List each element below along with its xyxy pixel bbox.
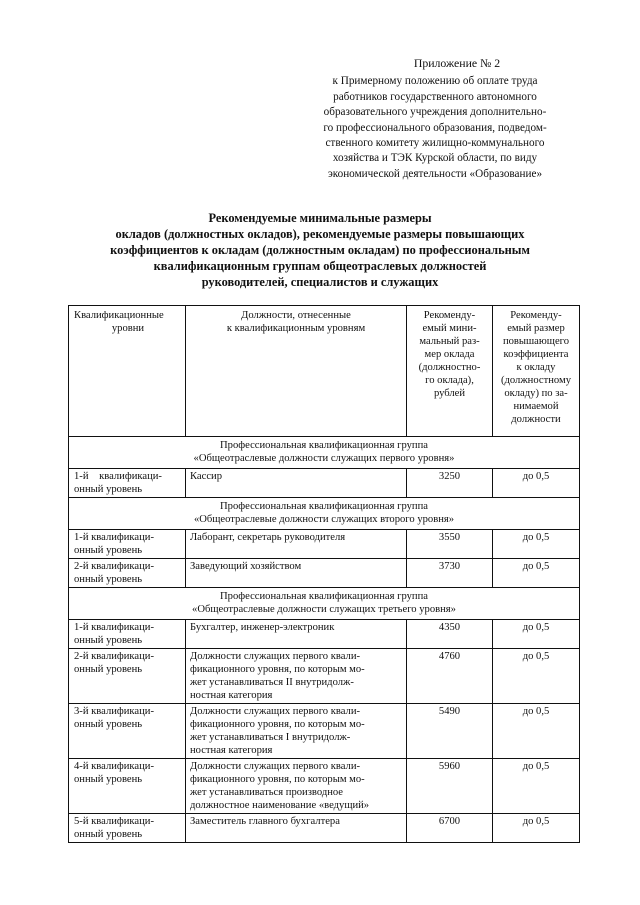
group-header-row xyxy=(69,588,580,620)
title-line: окладов (должностных окладов), рекомендуемые размеры повышающих xyxy=(115,227,525,241)
appendix-line: го профессионального образования, подведом- xyxy=(323,121,547,134)
title-line: квалификационным группам общеотраслевых должностей xyxy=(153,259,487,273)
header-levels: Квалификационные уровни xyxy=(69,306,186,437)
position-cell: Заведующий хозяйством xyxy=(186,559,407,588)
coefficient-cell: до 0,5 xyxy=(493,620,580,649)
salary-cell: 4350 xyxy=(407,620,493,649)
table-header-row xyxy=(69,306,580,437)
salary-cell: 3550 xyxy=(407,530,493,559)
group-header-row xyxy=(69,498,580,530)
level-cell: 1-й квалификаци- онный уровень xyxy=(69,620,186,649)
table-row xyxy=(69,530,580,559)
table-row xyxy=(69,814,580,843)
salary-cell: 5490 xyxy=(407,704,493,759)
level-cell: 2-й квалификаци- онный уровень xyxy=(69,649,186,704)
document-title xyxy=(62,210,578,290)
salary-cell: 4760 xyxy=(407,649,493,704)
appendix-number: Приложение № 2 xyxy=(413,56,501,70)
salary-cell: 3730 xyxy=(407,559,493,588)
group-title: Профессиональная квалификационная группа «Общеотраслевые должности служащих второго уровня» xyxy=(69,498,580,530)
title-line: руководителей, специалистов и служащих xyxy=(201,275,439,289)
title-line: коэффициентов к окладам (должностным окладам) по профессиональным xyxy=(110,243,530,257)
header-positions: Должности, отнесенные к квалификационным уровням xyxy=(186,306,407,437)
position-cell: Заместитель главного бухгалтера xyxy=(186,814,407,843)
position-cell: Должности служащих первого квали- фикационного уровня, по которым мо- жет устанавливаться I внутридолж- ностная категория xyxy=(186,704,407,759)
coefficient-cell: до 0,5 xyxy=(493,814,580,843)
table-row xyxy=(69,649,580,704)
appendix-line: работников государственного автономного xyxy=(333,90,537,103)
appendix-line: образовательного учреждения дополнительно- xyxy=(323,106,547,119)
salary-table xyxy=(68,305,580,843)
table-row xyxy=(69,620,580,649)
group-title: Профессиональная квалификационная группа «Общеотраслевые должности служащих первого уровня» xyxy=(69,437,580,469)
salary-cell: 5960 xyxy=(407,759,493,814)
level-cell: 2-й квалификаци- онный уровень xyxy=(69,559,186,588)
group-header-row xyxy=(69,437,580,469)
coefficient-cell: до 0,5 xyxy=(493,530,580,559)
level-cell: 5-й квалификаци- онный уровень xyxy=(69,814,186,843)
position-cell: Должности служащих первого квали- фикационного уровня, по которым мо- жет устанавливаться II внутридолж- ностная категория xyxy=(186,649,407,704)
header-salary: Рекоменду- емый мини- мальный раз- мер оклада (должностно- го оклада), рублей xyxy=(407,306,493,437)
position-cell: Бухгалтер, инженер-электроник xyxy=(186,620,407,649)
group-title: Профессиональная квалификационная группа «Общеотраслевые должности служащих третьего уровня» xyxy=(69,588,580,620)
table-row xyxy=(69,469,580,498)
table-row xyxy=(69,704,580,759)
appendix-header xyxy=(300,56,570,182)
position-cell: Кассир xyxy=(186,469,407,498)
appendix-line: к Примерному положению об оплате труда xyxy=(332,75,538,88)
salary-cell: 3250 xyxy=(407,469,493,498)
position-cell: Лаборант, секретарь руководителя xyxy=(186,530,407,559)
position-cell: Должности служащих первого квали- фикационного уровня, по которым мо- жет устанавливаться производное должностное наименование «ведущий» xyxy=(186,759,407,814)
coefficient-cell: до 0,5 xyxy=(493,704,580,759)
coefficient-cell: до 0,5 xyxy=(493,759,580,814)
table-row xyxy=(69,759,580,814)
coefficient-cell: до 0,5 xyxy=(493,559,580,588)
coefficient-cell: до 0,5 xyxy=(493,649,580,704)
table-row xyxy=(69,559,580,588)
level-cell: 1-й квалификаци- онный уровень xyxy=(69,469,186,498)
level-cell: 1-й квалификаци- онный уровень xyxy=(69,530,186,559)
title-line: Рекомендуемые минимальные размеры xyxy=(208,211,432,225)
appendix-line: экономической деятельности «Образование» xyxy=(327,167,543,180)
salary-cell: 6700 xyxy=(407,814,493,843)
header-coefficient: Рекоменду- емый размер повышающего коэффициента к окладу (должностному окладу) по за- нимаемой должности xyxy=(493,306,580,437)
level-cell: 4-й квалификаци- онный уровень xyxy=(69,759,186,814)
level-cell: 3-й квалификаци- онный уровень xyxy=(69,704,186,759)
appendix-line: ственного комитету жилищно-коммунального xyxy=(325,137,545,150)
appendix-line: хозяйства и ТЭК Курской области, по виду xyxy=(332,152,538,165)
coefficient-cell: до 0,5 xyxy=(493,469,580,498)
